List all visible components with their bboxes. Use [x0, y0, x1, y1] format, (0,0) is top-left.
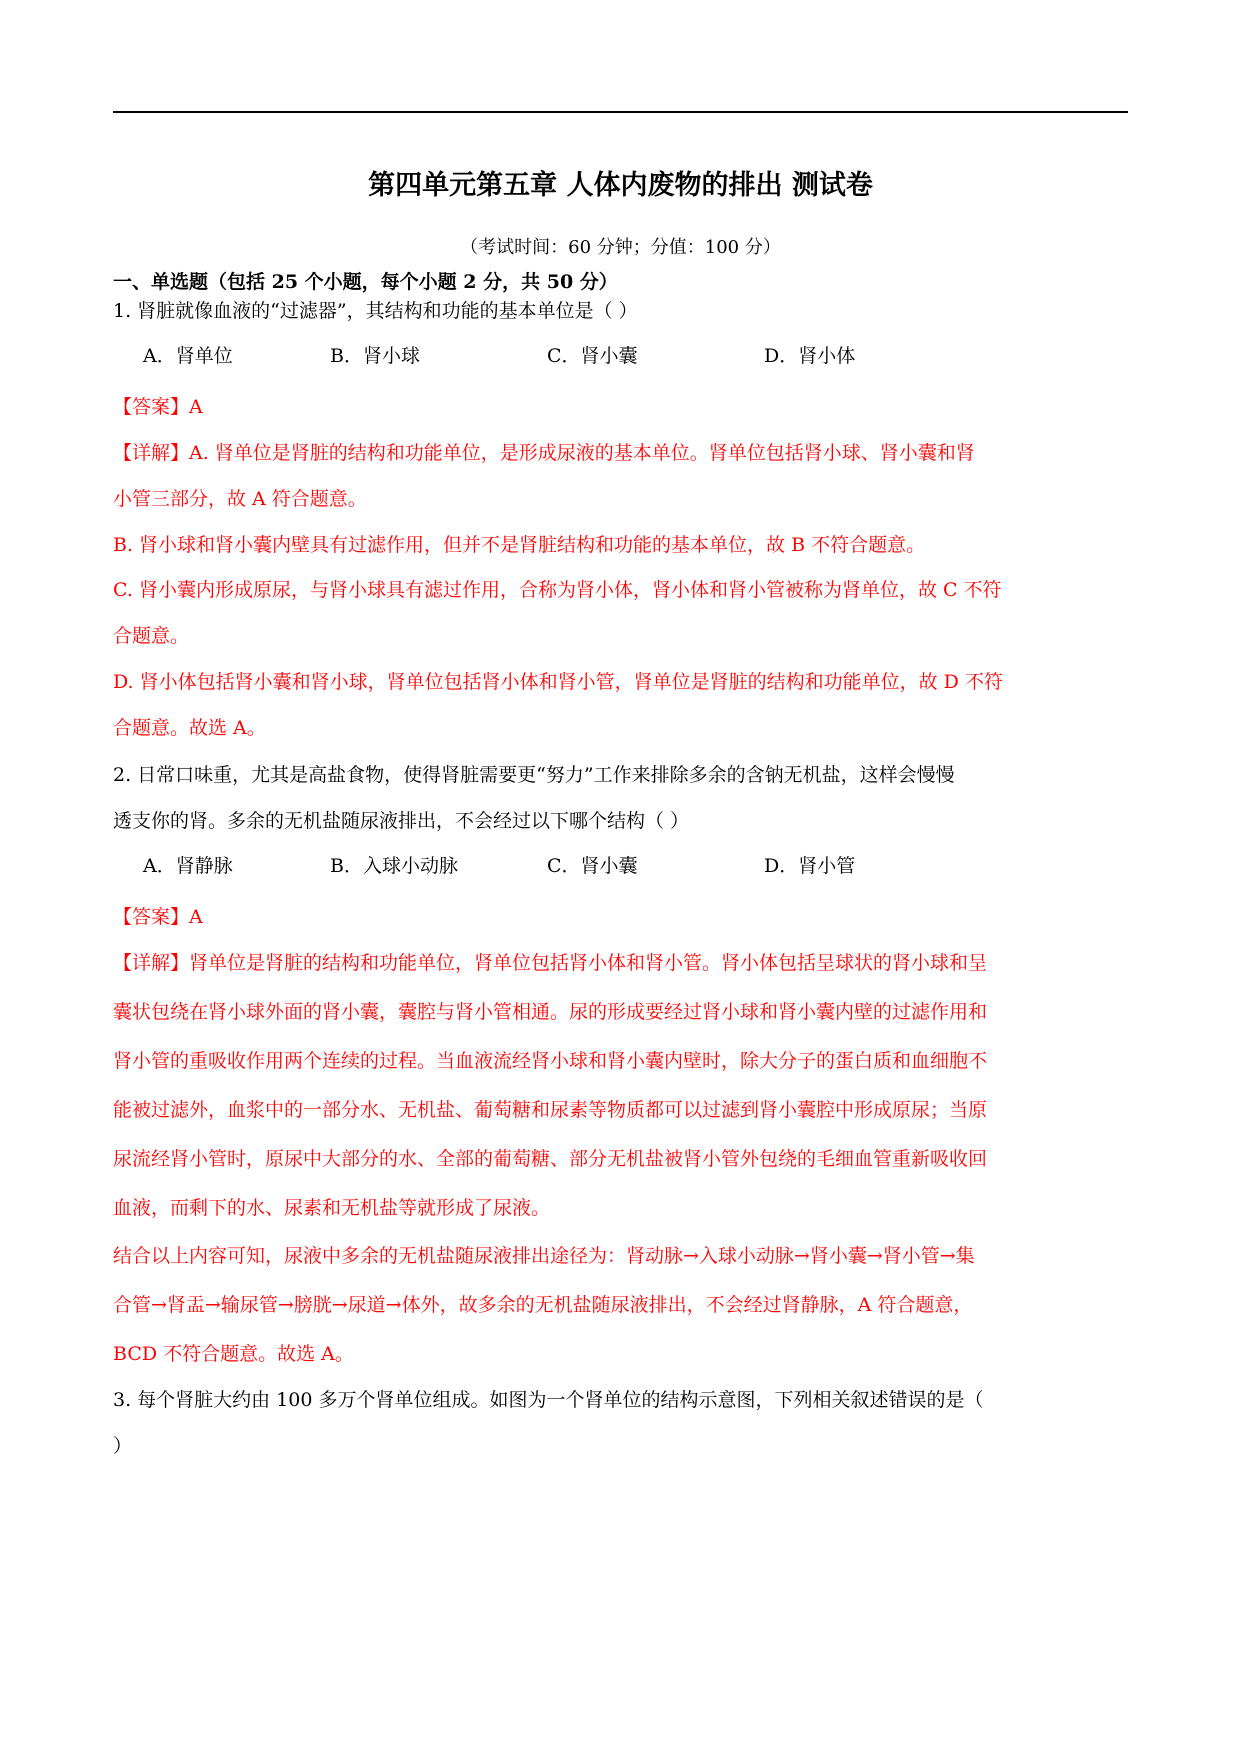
- q2-option-a: A．肾静脉: [143, 855, 233, 877]
- q2-explain-line: 尿流经肾小管时，原尿中大部分的水、全部的葡萄糖、部分无机盐被肾小管外包绕的毛细血管重新吸收回: [113, 1148, 988, 1170]
- q2-explain-line: 【详解】肾单位是肾脏的结构和功能单位，肾单位包括肾小体和肾小管。肾小体包括呈球状的肾小球和呈: [113, 952, 988, 974]
- q1-answer: 【答案】A: [113, 396, 203, 418]
- question-1-stem: 1. 肾脏就像血液的“过滤器”，其结构和功能的基本单位是（ ）: [113, 300, 638, 322]
- q2-explain-line: 血液，而剩下的水、尿素和无机盐等就形成了尿液。: [113, 1197, 551, 1219]
- q2-option-b: B．入球小动脉: [330, 855, 458, 877]
- question-3-stem: 3. 每个肾脏大约由 100 多万个肾单位组成。如图为一个肾单位的结构示意图，下列相关叙述错误的是（: [113, 1389, 984, 1411]
- page-title: 第四单元第五章 人体内废物的排出 测试卷: [368, 170, 873, 201]
- exam-info: （考试时间：60 分钟；分值：100 分）: [460, 237, 781, 258]
- question-2-stem: 2. 日常口味重，尤其是高盐食物，使得肾脏需要更“努力”工作来排除多余的含钠无机盐，这样会慢慢: [113, 764, 955, 786]
- q1-explain-line: 合题意。: [113, 625, 190, 647]
- q2-explain-line: 能被过滤外，血浆中的一部分水、无机盐、葡萄糖和尿素等物质都可以过滤到肾小囊腔中形成原尿；当原: [113, 1099, 988, 1121]
- q1-option-a: A．肾单位: [143, 345, 233, 367]
- q2-option-c: C．肾小囊: [547, 855, 638, 877]
- q2-option-d: D．肾小管: [764, 855, 856, 877]
- q1-explain-line: C. 肾小囊内形成原尿，与肾小球具有滤过作用，合称为肾小体，肾小体和肾小管被称为肾单位，故 C 不符: [113, 579, 1002, 601]
- question-3-stem: ）: [113, 1435, 133, 1457]
- q1-explain-line: 【详解】A. 肾单位是肾脏的结构和功能单位，是形成尿液的基本单位。肾单位包括肾小球、肾小囊和肾: [113, 442, 975, 464]
- q2-explain-line: 囊状包绕在肾小球外面的肾小囊，囊腔与肾小管相通。尿的形成要经过肾小球和肾小囊内壁的过滤作用和: [113, 1001, 988, 1023]
- q2-answer: 【答案】A: [113, 906, 203, 928]
- q2-explain-line: 结合以上内容可知，尿液中多余的无机盐随尿液排出途径为：肾动脉→入球小动脉→肾小囊→肾小管→集: [113, 1245, 975, 1267]
- q1-option-d: D．肾小体: [764, 345, 856, 367]
- q2-explain-line: 肾小管的重吸收作用两个连续的过程。当血液流经肾小球和肾小囊内壁时，除大分子的蛋白质和血细胞不: [113, 1050, 988, 1072]
- q2-explain-line: 合管→肾盂→输尿管→膀胱→尿道→体外，故多余的无机盐随尿液排出，不会经过肾静脉，A 符合题意，: [113, 1294, 973, 1316]
- q1-explain-line: B. 肾小球和肾小囊内壁具有过滤作用，但并不是肾脏结构和功能的基本单位，故 B 不符合题意。: [113, 534, 926, 556]
- q1-explain-line: 小管三部分，故 A 符合题意。: [113, 488, 367, 510]
- q1-option-b: B．肾小球: [330, 345, 420, 367]
- section-heading: 一、单选题（包括 25 个小题，每个小题 2 分，共 50 分）: [113, 271, 618, 293]
- q1-explain-line: D. 肾小体包括肾小囊和肾小球，肾单位包括肾小体和肾小管，肾单位是肾脏的结构和功能单位，故 D 不符: [113, 671, 1003, 693]
- header-rule: [113, 111, 1128, 113]
- q2-explain-line: BCD 不符合题意。故选 A。: [113, 1343, 354, 1365]
- q1-option-c: C．肾小囊: [547, 345, 638, 367]
- figure-area-blank: [113, 1470, 1128, 1710]
- question-2-stem: 透支你的肾。多余的无机盐随尿液排出，不会经过以下哪个结构（ ）: [113, 810, 690, 832]
- q1-explain-line: 合题意。故选 A。: [113, 717, 266, 739]
